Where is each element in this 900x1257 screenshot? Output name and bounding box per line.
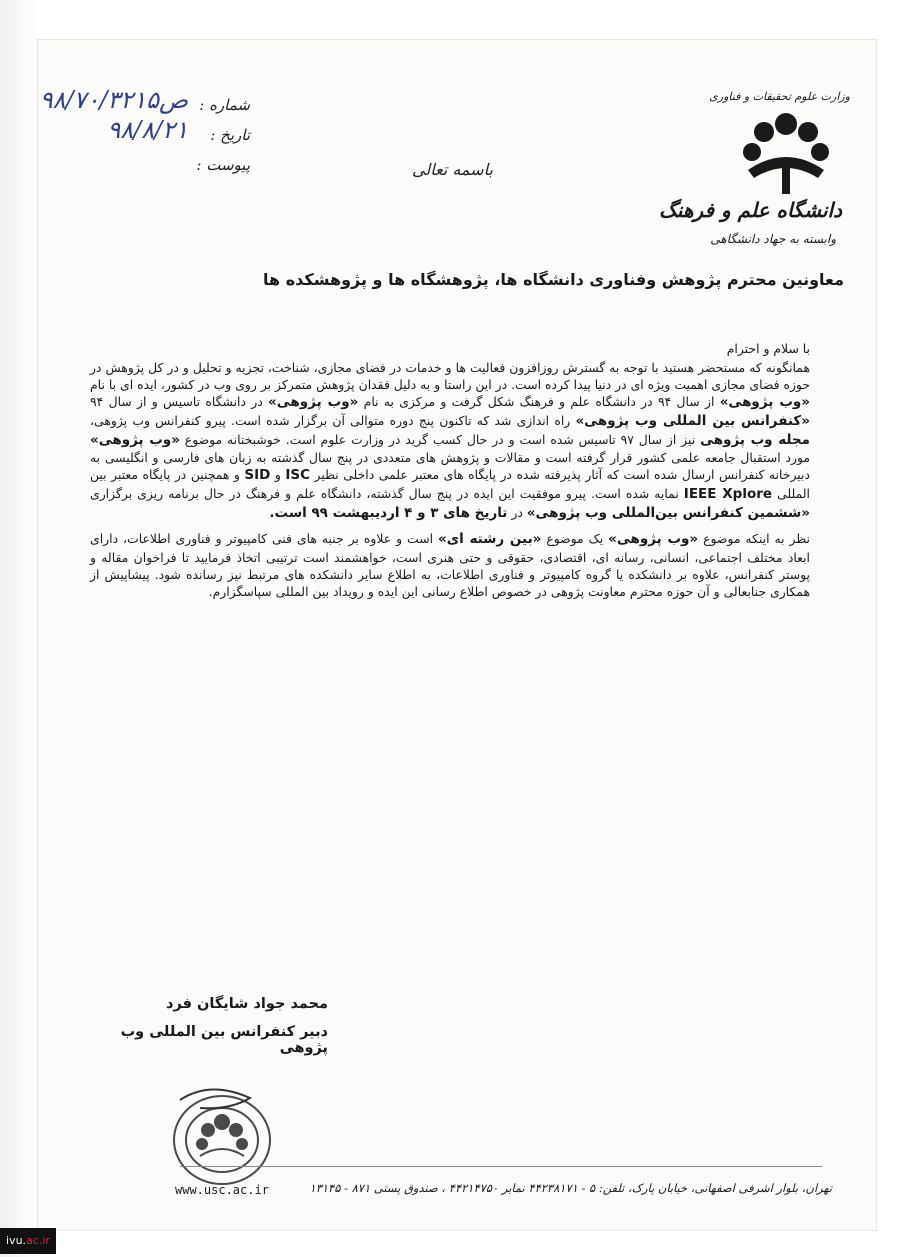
p1-text: راه اندازی شد که تاکنون پنج دوره متوالی آن برگزار شده است. پیرو کنفرانس وب پژوهی، — [90, 412, 576, 428]
p1-text: در — [507, 504, 527, 520]
p2-bold: «بین رشته ای» — [438, 531, 542, 548]
signatory-title: دبیر کنفرانس بین المللی وب پژوهی — [120, 1024, 328, 1056]
p2-bold: «وب پژوهی» — [608, 531, 699, 548]
footer-divider — [180, 1166, 822, 1167]
date-row — [50, 116, 250, 152]
date-label: تاریخ : — [210, 126, 250, 144]
letter-body — [90, 340, 810, 608]
attachment-row — [50, 152, 250, 182]
footer-address: تهران، بلوار اشرفی اصفهانی، خیابان پارک، تلفن: ۵ - ۴۴۲۳۸۱۷۱ نمابر ۴۴۲۱۴۷۵۰ ، صندوق پستی ۸۷۱ - ۱۳۱۴۵ — [309, 1181, 832, 1195]
p1-text: و همچنین در پایگاه معتبر بین المللی — [90, 467, 810, 501]
paragraph-2 — [90, 530, 810, 600]
p1-text: و — [270, 467, 286, 483]
watermark-part1: ivu. — [6, 1234, 27, 1247]
p1-bold: ISC — [285, 467, 311, 484]
p2-text: یک موضوع — [541, 531, 609, 547]
university-emblem-icon — [738, 110, 834, 198]
site-watermark — [0, 1228, 56, 1254]
p1-text: نمایه شده است. پیرو موفقیت این ایده در پنج سال گذشته، دانشگاه علم و فرهنگ در حال برنامه ریزی برگزاری — [90, 485, 684, 501]
p1-bold: «وب پژوهی» — [719, 394, 811, 411]
p1-bold: مجله وب پژوهی — [700, 431, 810, 448]
signature-block — [68, 996, 328, 1056]
paragraph-1 — [90, 359, 810, 522]
bismillah-heading: باسمه تعالی — [412, 160, 493, 179]
addressee-line: معاونین محترم پژوهش وفناوری دانشگاه ها، پژوهشگاه ها و پژوهشکده ها — [263, 270, 844, 289]
p1-text: همانگونه که مستحضر هستید با توجه به گسترش روزافزون فعالیت ها و خدمات در فضای مجازی، شناخت، تجزیه و تحلیل و در کل پژوهش در حوزه فضای مجازی اهمیت ویژه ای در دنیا پیدا کرده است. در این راستا و به دلیل فقدان پژوهش متمرکز بر روی وب در کشور، ایده ای با نام — [90, 360, 810, 393]
p1-bold: IEEE Xplore — [683, 485, 773, 502]
number-label: شماره : — [199, 96, 250, 114]
university-logo-block — [659, 90, 850, 260]
university-affiliation: وابسته به جهاد دانشگاهی — [710, 232, 836, 246]
p2-text: نظر به اینکه موضوع — [698, 531, 810, 547]
p1-text: از سال ۹۴ در دانشگاه علم و فرهنگ شکل گرفت و مرکزی به نام — [358, 394, 720, 410]
p1-bold: «ششمین کنفرانس بین‌المللی وب پژوهی» — [526, 504, 810, 521]
number-value: ص۹۸/۷۰/۳۲۱۵ — [39, 86, 188, 114]
ministry-name: وزارت علوم تحقیقات و فناوری — [709, 90, 850, 103]
p1-bold: «وب پژوهی» — [90, 431, 180, 448]
p1-text: در دانشگاه تاسیس و از سال ۹۴ — [90, 394, 269, 410]
p1-bold: SID — [244, 467, 271, 484]
date-value: ۹۸/۸/۲۱ — [107, 116, 188, 144]
watermark-part2: ac.ir — [26, 1234, 50, 1247]
p1-text: نیز از سال ۹۷ تاسیس شده است و در حال کسب گرید در وزارت علوم است. خوشبختانه موضوع — [179, 431, 701, 447]
greeting: با سلام و احترام — [726, 341, 810, 356]
attachment-label: پیوست : — [196, 156, 250, 174]
footer-website[interactable]: www.usc.ac.ir — [175, 1183, 269, 1197]
signatory-name: محمد جواد شایگان فرد — [166, 996, 328, 1012]
p2-text: است و علاوه بر جنبه های فنی کامپیوتر و فناوری اطلاعات، دارای ابعاد مختلف اجتماعی، انسانی، رسانه ای، اقتصادی، حقوقی و حتی هنری است، خواهشمند است ترتیبی اتخاذ فرمایید تا فراخوان مقاله و پوستر کنفرانس، علاوه بر دانشکده یا گروه کامپیوتر و فناوری اطلاعات، به اطلاع سایر دانشکده های مرتبط نیز رسانده شود. پیشاپیش از همکاری جنابعالی و آن حوزه محترم معاونت پژوهی در خصوص اطلاع رسانی این ایده و رویداد بین المللی سپاسگزارم. — [90, 531, 810, 600]
p1-bold: «کنفرانس بین المللی وب پژوهی» — [575, 412, 810, 429]
university-name: دانشگاه علم و فرهنگ — [659, 198, 842, 222]
p1-bold: «وب پژوهی» — [268, 394, 359, 411]
page-edge-shadow — [0, 0, 40, 1257]
official-stamp-signature-icon — [160, 1080, 290, 1190]
p1-bold: تاریخ های ۳ و ۴ اردیبهشت ۹۹ است. — [269, 504, 508, 521]
p1-text: مورد استقبال جامعه علمی کشور قرار گرفته است و مقالات و پژوهش های متعددی در پنج سال گذشته به زبان های فارسی و انگلیسی به دبیرخانه کنفرانس ارسال شده است که آثار پذیرفته شده در پایگاه های معتبر علمی داخلی نظیر — [90, 450, 810, 483]
letter-metadata — [39, 86, 250, 182]
